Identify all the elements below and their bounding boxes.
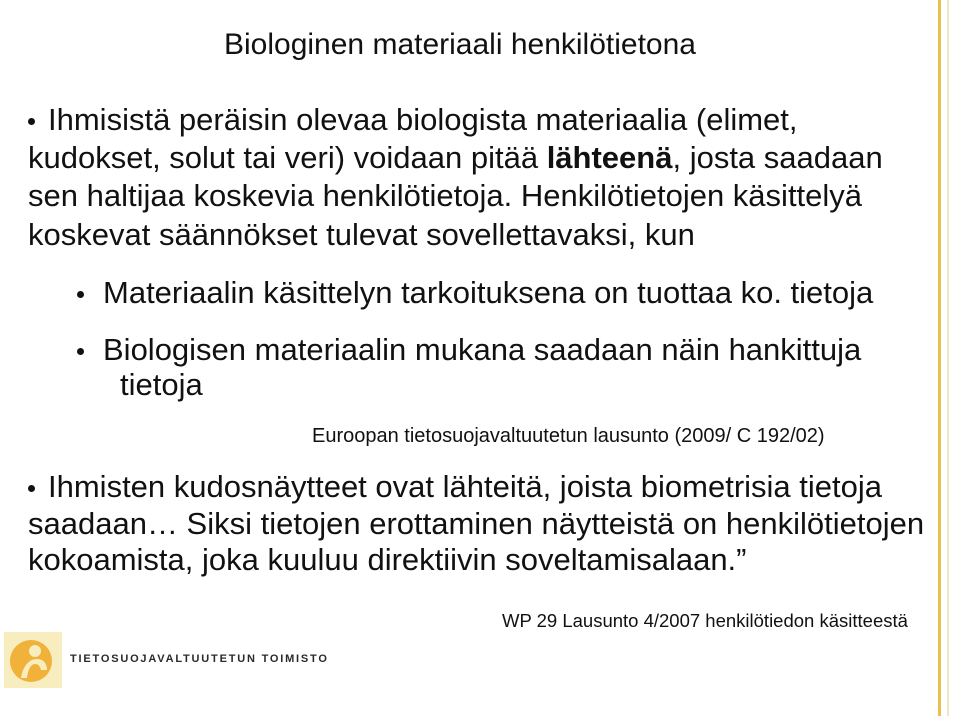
bullet-1-line-1: Ihmisistä peräisin olevaa biologista materiaalia (elimet, [48,102,798,137]
decorative-vertical-line-pale [947,0,949,716]
citation-2: WP 29 Lausunto 4/2007 henkilötiedon käsitteestä [502,610,908,631]
bullet-2-line-2: saadaan… Siksi tietojen erottaminen näytteistä on henkilötietojen [28,506,925,541]
logo-text: TIETOSUOJAVALTUUTETUN TOIMISTO [70,653,329,665]
bullet-1-line-2-text-before: kudokset, solut tai veri) voidaan pitää [28,140,547,175]
slide-title: Biologinen materiaali henkilötietona [224,28,696,61]
decorative-vertical-line-gold [938,0,941,716]
sub-bullet-icon [77,348,84,355]
bullet-icon [28,118,35,125]
bullet-1-line-2-bold-text: lähteenä [546,140,673,175]
sub-bullet-2-line-1: Biologisen materiaalin mukana saadaan näin hankittuja [103,332,862,367]
bullet-2-line-3: kokoamista, joka kuuluu direktiivin soveltamisalaan.” [28,542,747,577]
bullet-icon [28,485,35,492]
sub-bullet-2-line-2: tietoja [120,367,203,402]
bullet-1-line-4: koskevat säännökset tulevat sovellettavaksi, kun [28,217,695,252]
data-protection-office-logo-icon [4,632,62,688]
sub-bullet-1-line-1: Materiaalin käsittelyn tarkoituksena on tuottaa ko. tietoja [103,275,874,310]
bullet-2-line-1: Ihmisten kudosnäytteet ovat lähteitä, joista biometrisia tietoja [48,469,883,504]
bullet-1-line-3: sen haltijaa koskevia henkilötietoja. Henkilötietojen käsittelyä [28,178,863,213]
bullet-1-line-2-text-after: , josta saadaan [672,140,883,175]
citation-1: Euroopan tietosuojavaltuutetun lausunto (2009/ C 192/02) [312,425,825,447]
sub-bullet-icon [77,291,84,298]
bullet-1-line-2 [28,139,883,177]
